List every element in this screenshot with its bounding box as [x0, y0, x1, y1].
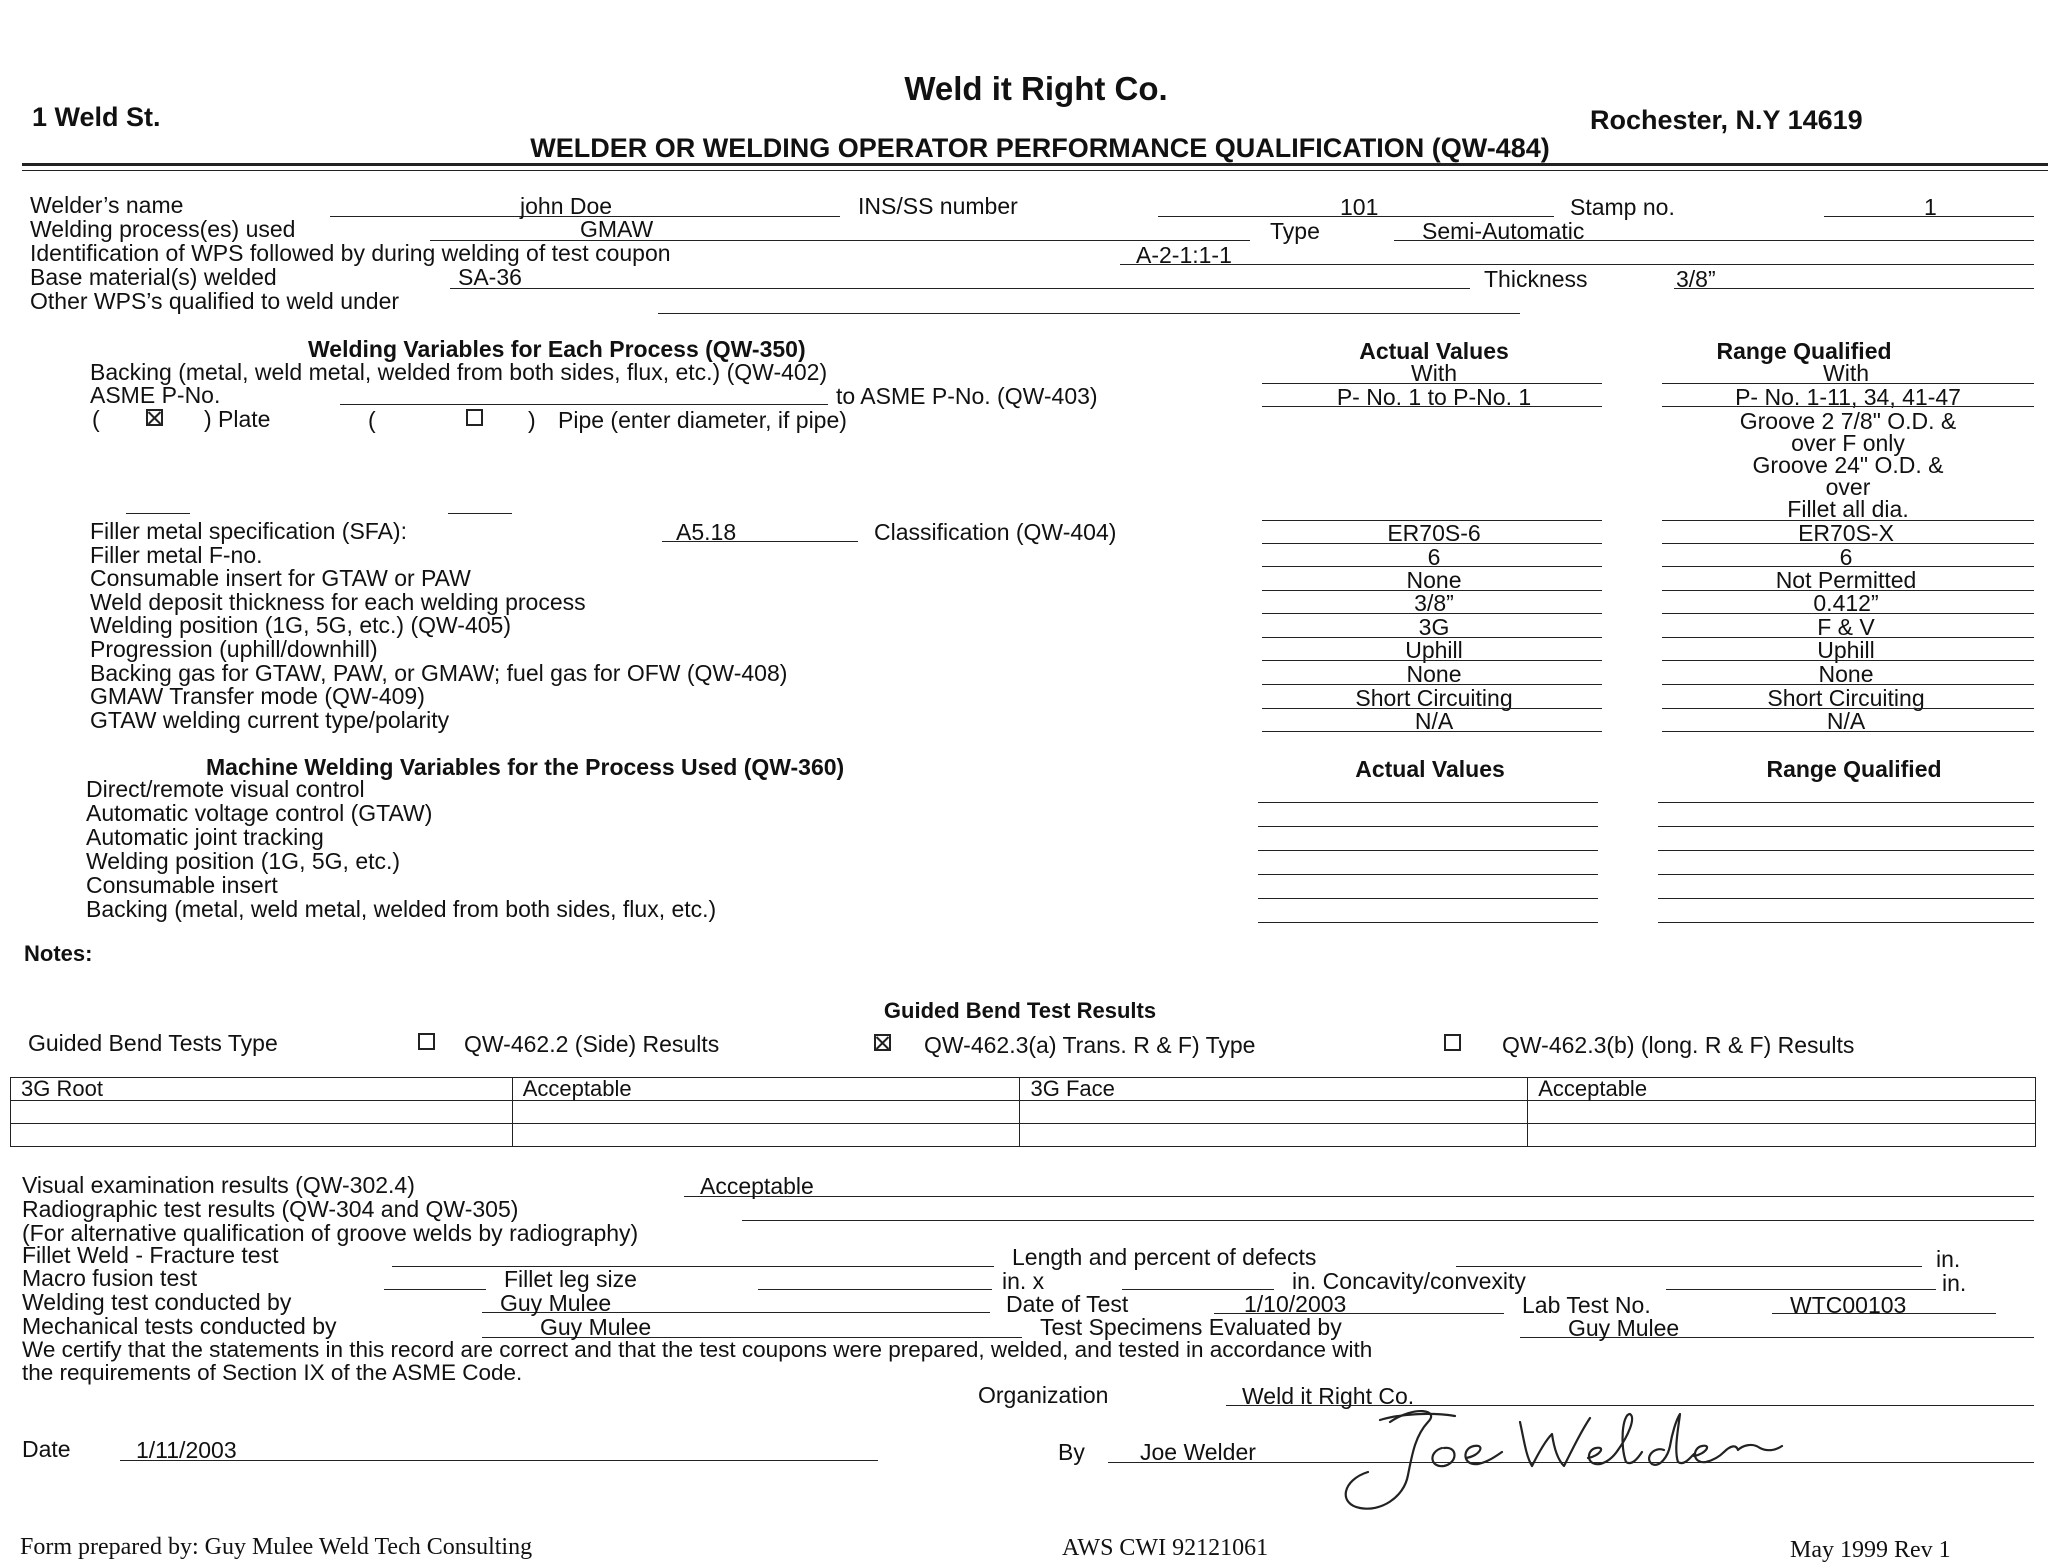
thickness-label: Thickness: [1484, 266, 1588, 292]
classification-range: ER70S-X: [1798, 520, 1894, 546]
plate-paren-open: (: [92, 406, 100, 432]
machine-row-label: Backing (metal, weld metal, welded from both sides, flux, etc.): [86, 896, 717, 922]
backing-range: With: [1823, 360, 1869, 386]
table-cell: [1528, 1124, 2036, 1147]
variable-row-range: None: [1818, 661, 1874, 687]
variable-row-actual: 3G: [1418, 614, 1450, 640]
table-cell: [512, 1101, 1020, 1124]
evaluated-value: Guy Mulee: [1568, 1315, 1680, 1341]
pipe-checkbox[interactable]: [466, 409, 483, 426]
variable-row-actual: N/A: [1414, 708, 1454, 734]
variable-row-range: 6: [1839, 544, 1853, 570]
pipe-range-line: over: [1825, 474, 1871, 500]
machine-heading: Machine Welding Variables for the Process Used (QW-360): [206, 754, 845, 780]
variable-row-range: Uphill: [1817, 637, 1875, 663]
other-wps-label: Other WPS’s qualified to weld under: [30, 288, 400, 314]
table-row: [11, 1101, 2036, 1124]
machine-row-label: Automatic voltage control (GTAW): [86, 800, 433, 826]
process-value: GMAW: [580, 216, 654, 242]
side-bend-checkbox[interactable]: [418, 1033, 435, 1050]
variable-row-label: GTAW welding current type/polarity: [90, 707, 450, 733]
backing-label: Backing (metal, weld metal, welded from both sides, flux, etc.) (QW-402): [90, 359, 828, 385]
form-title: WELDER OR WELDING OPERATOR PERFORMANCE QUALIFICATION (QW-484): [530, 133, 1550, 163]
base-material-value: SA-36: [458, 264, 522, 290]
by-value: Joe Welder: [1140, 1439, 1256, 1465]
pipe-range-line: Groove 24" O.D. &: [1752, 452, 1944, 478]
pno-to-label: to ASME P-No. (QW-403): [836, 383, 1098, 409]
radiographic-label: Radiographic test results (QW-304 and QW-305): [22, 1196, 519, 1222]
table-cell: 3G Root: [11, 1078, 513, 1101]
actual-values-heading: Actual Values: [1359, 338, 1509, 364]
thickness-value: 3/8”: [1676, 266, 1716, 292]
date-of-test-value: 1/10/2003: [1244, 1291, 1347, 1317]
bend-heading: Guided Bend Test Results: [883, 998, 1157, 1023]
variable-row-label: Weld deposit thickness for each welding process: [90, 589, 586, 615]
header-rule-thin: [22, 170, 2048, 171]
visual-value: Acceptable: [700, 1173, 814, 1199]
pno-label: ASME P-No.: [90, 382, 221, 408]
footer-prepared: Form prepared by: Guy Mulee Weld Tech Consulting: [20, 1534, 533, 1560]
date-value: 1/11/2003: [136, 1437, 237, 1463]
evaluated-label: Test Specimens Evaluated by: [1040, 1314, 1342, 1340]
table-cell: [11, 1101, 513, 1124]
signature: [1320, 1400, 1790, 1520]
variable-row-actual: Uphill: [1405, 637, 1463, 663]
table-cell: Acceptable: [1528, 1078, 2036, 1101]
variable-row-range: F & V: [1817, 614, 1875, 640]
macro-fusion-label: Macro fusion test: [22, 1265, 198, 1291]
fillet-fracture-label: Fillet Weld - Fracture test: [22, 1242, 279, 1268]
plate-checkbox[interactable]: [146, 409, 163, 426]
plate-label: ) Plate: [204, 406, 271, 432]
variable-row-actual: 3/8”: [1414, 590, 1454, 616]
inch-x-label: in. x: [1002, 1268, 1045, 1294]
conducted-value: Guy Mulee: [500, 1290, 612, 1316]
table-row: [11, 1078, 2036, 1101]
machine-row-label: Welding position (1G, 5G, etc.): [86, 848, 401, 874]
date-of-test-label: Date of Test: [1006, 1291, 1129, 1317]
concavity-label: in. Concavity/convexity: [1292, 1268, 1526, 1294]
variable-row-range: N/A: [1826, 708, 1866, 734]
table-cell: [1020, 1101, 1528, 1124]
machine-actual-heading: Actual Values: [1355, 756, 1505, 782]
variable-row-range: Short Circuiting: [1767, 685, 1925, 711]
organization-label: Organization: [978, 1382, 1109, 1408]
pno-actual: P- No. 1 to P-No. 1: [1336, 384, 1532, 410]
header-rule-thick: [22, 163, 2048, 166]
variable-row-actual: Short Circuiting: [1355, 685, 1513, 711]
radiographic-note: (For alternative qualification of groove welds by radiography): [22, 1220, 639, 1246]
stamp-label: Stamp no.: [1570, 194, 1675, 220]
pno-range: P- No. 1-11, 34, 41-47: [1735, 384, 1961, 410]
inch-label: in.: [1942, 1270, 1967, 1296]
machine-row-label: Consumable insert: [86, 872, 278, 898]
bend-type-label: Guided Bend Tests Type: [28, 1030, 278, 1056]
variable-row-actual: 6: [1427, 544, 1441, 570]
fillet-leg-label: Fillet leg size: [504, 1266, 637, 1292]
trans-bend-checkbox[interactable]: [874, 1034, 891, 1051]
table-cell: 3G Face: [1020, 1078, 1528, 1101]
machine-row-label: Direct/remote visual control: [86, 776, 365, 802]
welder-name-label: Welder’s name: [30, 192, 184, 218]
table-cell: [1528, 1101, 2036, 1124]
variable-row-label: Backing gas for GTAW, PAW, or GMAW; fuel gas for OFW (QW-408): [90, 660, 788, 686]
type-value: Semi-Automatic: [1422, 218, 1585, 244]
variable-row-label: Filler metal F-no.: [90, 542, 263, 568]
table-cell: Acceptable: [512, 1078, 1020, 1101]
variable-row-range: Not Permitted: [1775, 567, 1917, 593]
process-label: Welding process(es) used: [30, 216, 296, 242]
long-bend-label: QW-462.3(b) (long. R & F) Results: [1502, 1032, 1855, 1058]
inch-label: in.: [1936, 1246, 1961, 1272]
mechanical-label: Mechanical tests conducted by: [22, 1313, 337, 1339]
variable-row-range: 0.412”: [1813, 590, 1879, 616]
organization-value: Weld it Right Co.: [1242, 1383, 1415, 1409]
certify-line-1: We certify that the statements in this record are correct and that the test coupons were prepared, welded, and tested in accordance with: [22, 1337, 1373, 1362]
notes-label: Notes:: [24, 941, 93, 966]
table-cell: [512, 1124, 1020, 1147]
certify-line-2: the requirements of Section IX of the ASME Code.: [22, 1360, 523, 1385]
date-label: Date: [22, 1436, 71, 1462]
pipe-range-line: Fillet all dia.: [1787, 496, 1909, 522]
sfa-value: A5.18: [676, 519, 737, 545]
machine-range-heading: Range Qualified: [1766, 756, 1942, 782]
variable-row-label: GMAW Transfer mode (QW-409): [90, 683, 425, 709]
variable-row-actual: None: [1406, 661, 1462, 687]
long-bend-checkbox[interactable]: [1444, 1034, 1461, 1051]
variable-row-label: Progression (uphill/downhill): [90, 636, 378, 662]
lab-test-value: WTC00103: [1790, 1292, 1907, 1318]
by-label: By: [1058, 1439, 1085, 1465]
company-address: 1 Weld St.: [32, 102, 161, 132]
pipe-paren-close: ): [528, 407, 536, 433]
lab-test-label: Lab Test No.: [1522, 1292, 1651, 1318]
wps-value: A-2-1:1-1: [1136, 242, 1232, 268]
range-qualified-heading: Range Qualified: [1716, 338, 1892, 364]
company-title: Weld it Right Co.: [904, 70, 1168, 107]
classification-actual: ER70S-6: [1387, 520, 1481, 546]
table-row: [11, 1124, 2036, 1147]
mechanical-value: Guy Mulee: [540, 1314, 652, 1340]
variables-heading: Welding Variables for Each Process (QW-350): [308, 336, 806, 362]
welder-name-value: john Doe: [520, 193, 613, 219]
wps-label: Identification of WPS followed by during welding of test coupon: [30, 240, 671, 266]
ins-value: 101: [1340, 194, 1379, 220]
company-city: Rochester, N.Y 14619: [1590, 105, 1863, 135]
machine-row-label: Automatic joint tracking: [86, 824, 324, 850]
pipe-range-line: Groove 2 7/8" O.D. &: [1739, 408, 1957, 434]
base-material-label: Base material(s) welded: [30, 264, 277, 290]
footer-cwi: AWS CWI 92121061: [1062, 1535, 1269, 1561]
variable-row-actual: None: [1406, 567, 1462, 593]
ins-label: INS/SS number: [858, 193, 1018, 219]
pipe-range-line: over F only: [1791, 430, 1905, 456]
conducted-label: Welding test conducted by: [22, 1289, 292, 1315]
pipe-paren-open: (: [368, 407, 376, 433]
stamp-value: 1: [1924, 194, 1937, 220]
type-label: Type: [1270, 218, 1320, 244]
visual-label: Visual examination results (QW-302.4): [22, 1172, 415, 1198]
trans-bend-label: QW-462.3(a) Trans. R & F) Type: [924, 1032, 1256, 1058]
backing-actual: With: [1411, 360, 1457, 386]
table-cell: [11, 1124, 513, 1147]
classification-label: Classification (QW-404): [874, 519, 1117, 545]
footer-revision: May 1999 Rev 1: [1790, 1537, 1951, 1563]
table-cell: [1020, 1124, 1528, 1147]
length-defects-label: Length and percent of defects: [1012, 1244, 1317, 1270]
pipe-label: Pipe (enter diameter, if pipe): [558, 407, 847, 433]
variable-row-label: Consumable insert for GTAW or PAW: [90, 565, 471, 591]
variable-row-label: Welding position (1G, 5G, etc.) (QW-405): [90, 612, 511, 638]
bend-results-table: [10, 1077, 2036, 1147]
sfa-label: Filler metal specification (SFA):: [90, 518, 407, 544]
side-bend-label: QW-462.2 (Side) Results: [464, 1031, 720, 1057]
